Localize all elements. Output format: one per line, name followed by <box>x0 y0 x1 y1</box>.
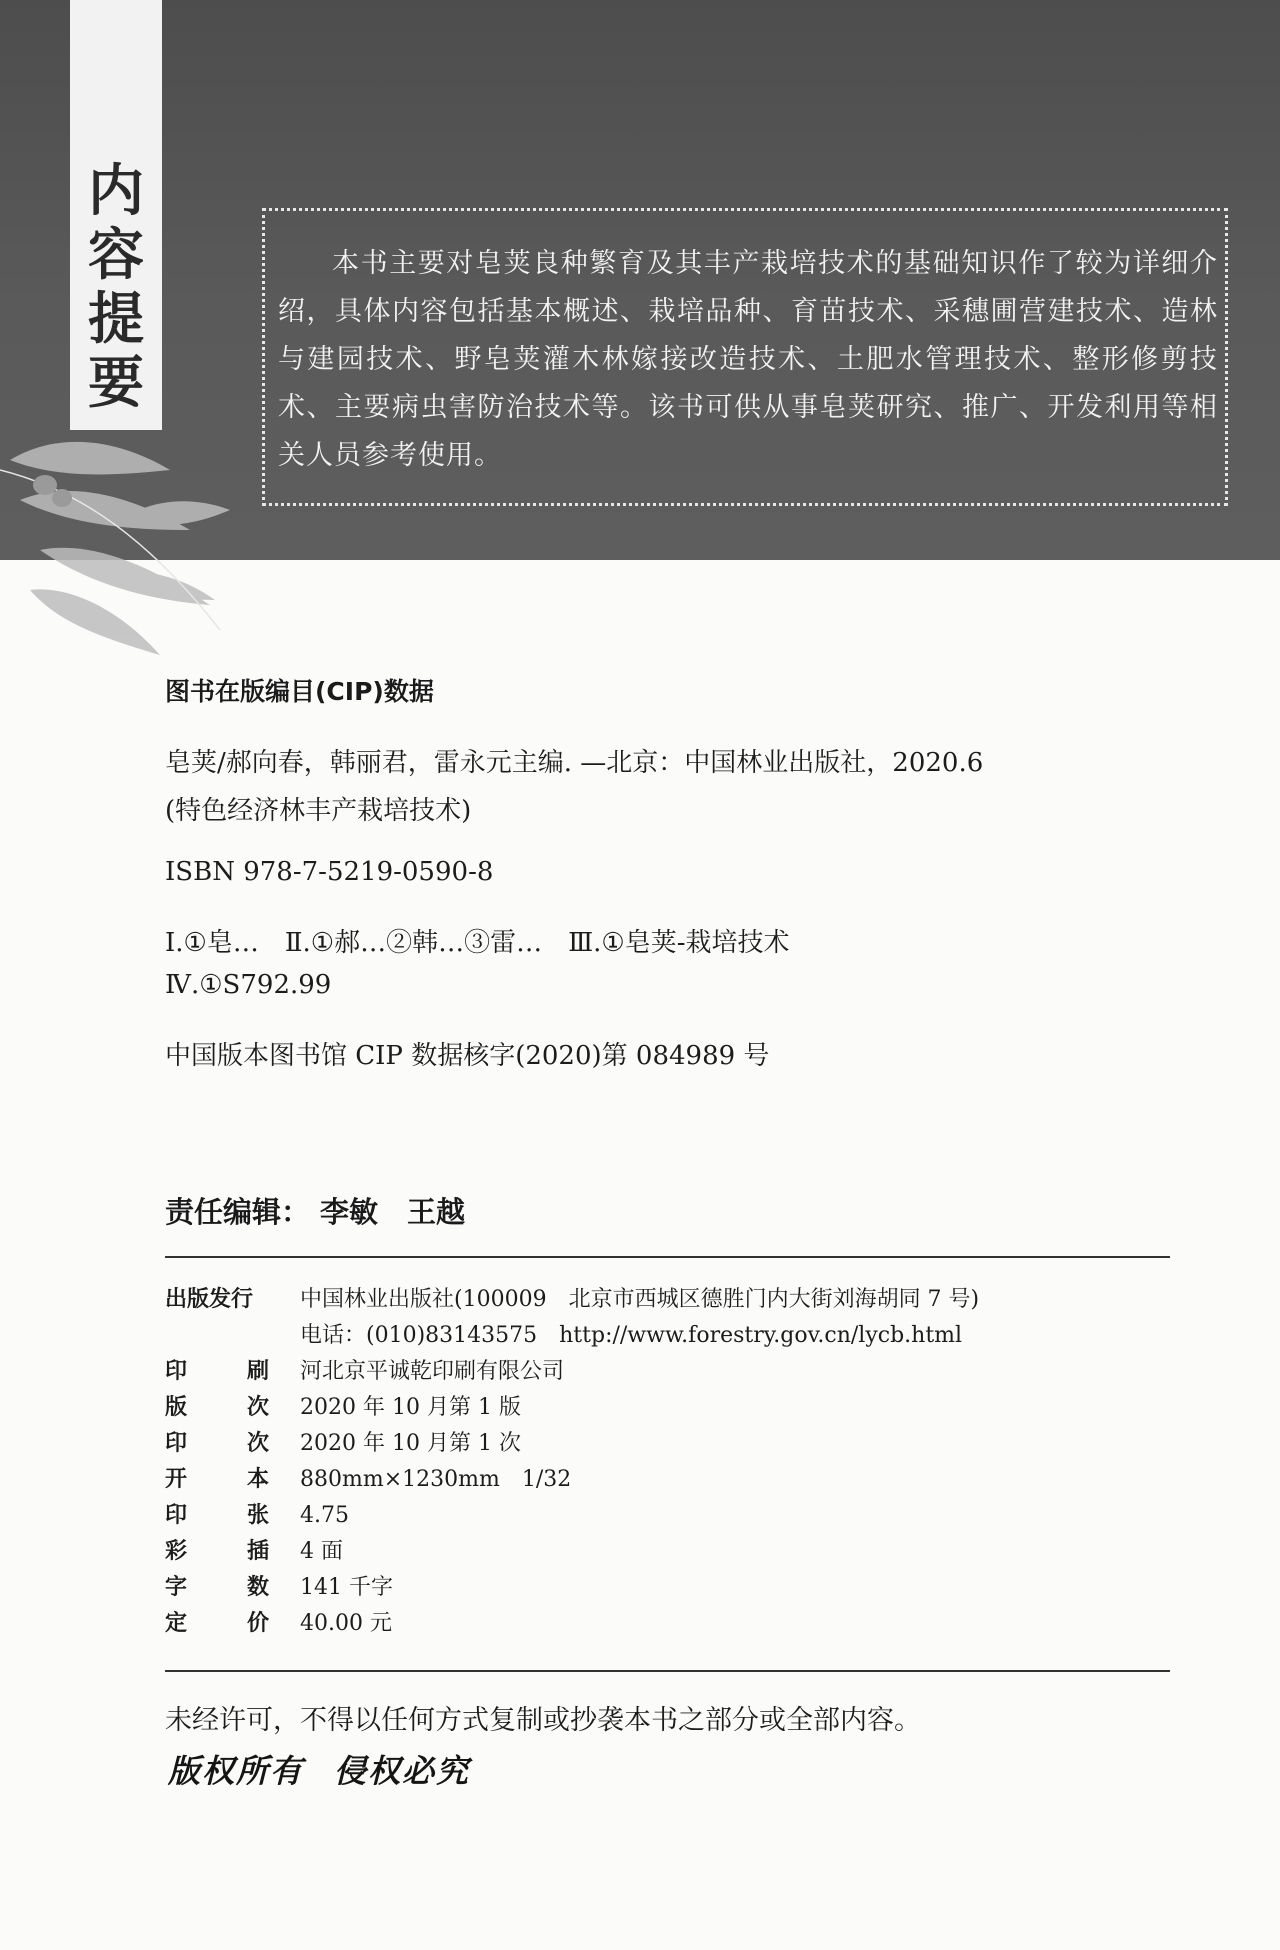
summary-title-char: 内 <box>88 159 144 224</box>
pub-value: 2020 年 10 月第 1 版 <box>300 1395 521 1420</box>
pub-label: 定 价 <box>165 1611 269 1636</box>
pub-label: 印 次 <box>165 1431 269 1456</box>
pub-value: 4.75 <box>300 1503 349 1528</box>
pub-label: 印 张 <box>165 1503 269 1528</box>
infringement-notice: 侵权必究 <box>334 1752 471 1790</box>
pub-row <box>165 1462 1170 1498</box>
publication-info <box>165 1282 1170 1642</box>
cip-record-number: 中国版本图书馆 CIP 数据核字(2020)第 084989 号 <box>165 1041 770 1071</box>
editor-label: 责任编辑： <box>165 1195 311 1229</box>
cip-title-line: 皂荚/郝向春，韩丽君，雷永元主编. —北京：中国林业出版社，2020.6 <box>165 748 984 778</box>
pub-value: 141 千字 <box>300 1575 393 1600</box>
pub-value: 880mm×1230mm 1/32 <box>300 1467 572 1492</box>
pub-row <box>165 1606 1170 1642</box>
pub-value: 中国林业出版社(100009 北京市西城区德胜门内大街刘海胡同 7 号) <box>300 1287 980 1312</box>
rights-reserved: 版权所有 <box>168 1752 305 1790</box>
pub-row <box>165 1282 1170 1318</box>
divider-top <box>165 1256 1170 1258</box>
pub-value: 4 面 <box>300 1539 343 1564</box>
cip-classification-number: Ⅳ.①S792.99 <box>165 970 332 1000</box>
summary-title-char: 容 <box>88 223 144 288</box>
pub-row <box>165 1318 1170 1354</box>
pub-value: 40.00 元 <box>300 1611 392 1636</box>
pub-row <box>165 1534 1170 1570</box>
summary-title-char: 要 <box>88 351 144 416</box>
pub-value: 河北京平诚乾印刷有限公司 <box>300 1359 565 1384</box>
pub-value: 2020 年 10 月第 1 次 <box>300 1431 521 1456</box>
pub-row <box>165 1570 1170 1606</box>
cip-heading: 图书在版编目(CIP)数据 <box>165 677 434 706</box>
pub-label: 彩 插 <box>165 1539 269 1564</box>
cip-classification: Ⅰ.①皂… Ⅱ.①郝…②韩…③雷… Ⅲ.①皂荚-栽培技术 <box>165 928 790 958</box>
leaf-illustration <box>0 400 240 670</box>
editor-names: 李敏 王越 <box>320 1195 466 1229</box>
cip-series-line: (特色经济林丰产栽培技术) <box>165 796 472 826</box>
pub-label: 印 刷 <box>165 1359 269 1384</box>
responsible-editor <box>165 1190 465 1231</box>
copyright-notice: 未经许可，不得以任何方式复制或抄袭本书之部分或全部内容。 <box>165 1705 921 1736</box>
summary-title-char: 提 <box>88 287 144 352</box>
pub-row <box>165 1426 1170 1462</box>
summary-body: 本书主要对皂荚良种繁育及其丰产栽培技术的基础知识作了较为详细介绍，具体内容包括基本概述、栽培品种、育苗技术、采穗圃营建技术、造林与建园技术、野皂荚灌木林嫁接改造技术、土肥水管理技术、整形修剪技术、主要病虫害防治技术等。该书可供从事皂荚研究、推广、开发利用等相关人员参考使用。 <box>278 248 1218 471</box>
pub-row <box>165 1354 1170 1390</box>
pub-row <box>165 1498 1170 1534</box>
divider-bottom <box>165 1670 1170 1672</box>
pub-value: 电话：(010)83143575 http://www.forestry.gov.cn/lycb.html <box>300 1323 963 1348</box>
rights-statement <box>168 1746 470 1792</box>
cip-isbn: ISBN 978-7-5219-0590-8 <box>165 857 494 887</box>
pub-label: 版 次 <box>165 1395 269 1420</box>
pub-row <box>165 1390 1170 1426</box>
summary-title <box>70 160 162 416</box>
pub-label: 出版发行 <box>165 1287 254 1312</box>
pub-label: 开 本 <box>165 1467 269 1492</box>
pub-label: 字 数 <box>165 1575 269 1600</box>
